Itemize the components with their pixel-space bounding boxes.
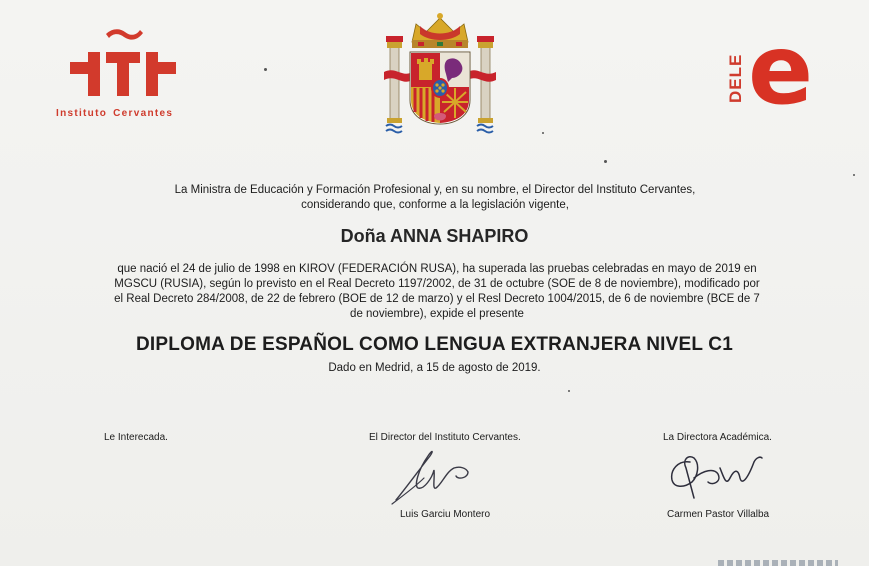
dele-wordmark: DELE	[726, 53, 745, 103]
paper-speck	[568, 390, 570, 392]
academic-director-label: La Directora Académica.	[663, 432, 772, 443]
director-name: Luis Garciu Montero	[400, 509, 491, 520]
dele-logo	[726, 14, 826, 126]
director-signature-icon	[388, 448, 488, 506]
paper-speck	[542, 132, 544, 134]
instituto-cervantes-wordmark: Instituto Cervantes	[56, 108, 174, 119]
paper-speck	[604, 160, 607, 163]
spain-coat-of-arms-icon	[384, 12, 496, 136]
paper-speck	[264, 68, 267, 71]
intro-text: La Ministra de Educación y Formación Profesional y, en su nombre, el Director del Instituto Cervantes, considerando que, conforme a la legislación vigente,	[174, 184, 696, 211]
recipient-name: Doña ANNA SHAPIRO	[340, 226, 529, 246]
certification-paragraph: que nació el 24 de julio de 1998 en KIROV (FEDERACIÓN RUSA), ha superada las pruebas celebradas en mayo de 2019 en MGSCU (RUSIA), según lo previsto en el Real Decreto 1197/2002, de 31 de octubre (SOE de 8 de noviembre), modificado por el Real Decreto 284/2008, de 22 de febrero (BOE de 12 de marzo) y el Resl Decreto 1004/2015, de 6 de noviembre (BCE de 7 de noviembre), expide el presente	[114, 263, 760, 320]
interested-party-label: Le Interecada.	[104, 432, 168, 443]
academic-director-name: Carmen Pastor Villalba	[667, 509, 770, 520]
dele-e-mark: e	[748, 14, 814, 126]
instituto-cervantes-logo	[56, 26, 206, 126]
cervantes-enye-icon	[70, 26, 176, 96]
issue-place-date: Dado en Medrid, a 15 de agosto de 2019.	[328, 362, 541, 374]
director-label: El Director del Instituto Cervantes.	[369, 432, 521, 443]
paper-speck	[853, 174, 855, 176]
diploma-title: DIPLOMA DE ESPAÑOL COMO LENGUA EXTRANJERA NIVEL C1	[136, 334, 733, 355]
academic-director-signature-icon	[664, 448, 774, 504]
serial-number-strip	[718, 560, 838, 566]
